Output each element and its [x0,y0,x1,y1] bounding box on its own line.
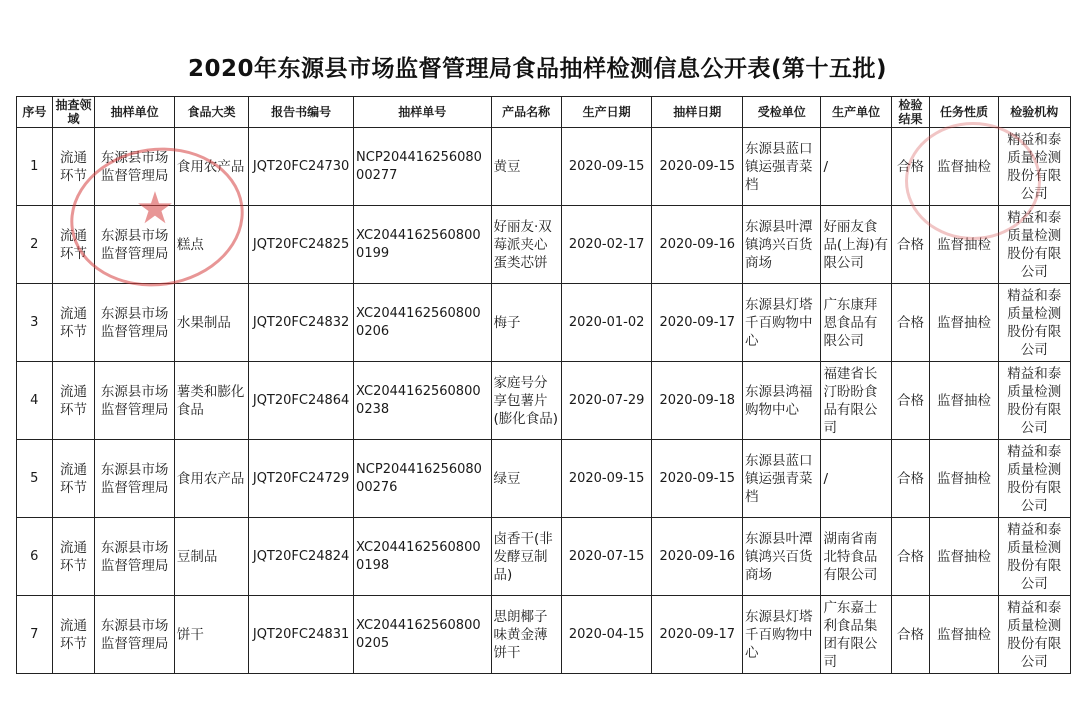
cell-inspected-unit: 东源县叶潭镇鸿兴百货商场 [743,518,821,596]
cell-sample-no: XC20441625608000238 [354,362,491,440]
cell-sampling-date: 2020-09-18 [652,362,743,440]
header-task-type: 任务性质 [930,97,998,128]
cell-production-date: 2020-01-02 [561,284,652,362]
cell-inspected-unit: 东源县蓝口镇运强青菜档 [743,128,821,206]
cell-domain: 流通环节 [52,518,95,596]
cell-product-name: 黄豆 [491,128,561,206]
cell-product-name: 绿豆 [491,440,561,518]
cell-index: 7 [17,596,53,674]
cell-sampling-date: 2020-09-15 [652,128,743,206]
header-lab: 检验机构 [998,97,1070,128]
cell-production-date: 2020-04-15 [561,596,652,674]
cell-food-category: 食用农产品 [174,128,248,206]
cell-result: 合格 [891,440,930,518]
cell-task-type: 监督抽检 [930,596,998,674]
header-index: 序号 [17,97,53,128]
cell-sampling-date: 2020-09-16 [652,206,743,284]
cell-food-category: 水果制品 [174,284,248,362]
cell-sampling-unit: 东源县市场监督管理局 [95,206,174,284]
cell-sample-no: XC20441625608000206 [354,284,491,362]
cell-result: 合格 [891,128,930,206]
cell-result: 合格 [891,206,930,284]
cell-lab: 精益和泰质量检测股份有限公司 [998,596,1070,674]
header-sampling-unit: 抽样单位 [95,97,174,128]
header-food-category: 食品大类 [174,97,248,128]
cell-lab: 精益和泰质量检测股份有限公司 [998,284,1070,362]
table-row [17,440,1071,518]
cell-food-category: 豆制品 [174,518,248,596]
cell-product-name: 梅子 [491,284,561,362]
cell-manufacturer: 好丽友食品(上海)有限公司 [821,206,891,284]
cell-index: 4 [17,362,53,440]
cell-sample-no: NCP20441625608000277 [354,128,491,206]
cell-report-no: JQT20FC24864 [249,362,354,440]
page-title: 2020年东源县市场监督管理局食品抽样检测信息公开表(第十五批) [187,56,888,82]
cell-report-no: JQT20FC24831 [249,596,354,674]
cell-sampling-unit: 东源县市场监督管理局 [95,518,174,596]
cell-production-date: 2020-07-15 [561,518,652,596]
header-report-no: 报告书编号 [249,97,354,128]
cell-index: 2 [17,206,53,284]
cell-sample-no: NCP20441625608000276 [354,440,491,518]
table-row [17,206,1071,284]
table-body [17,128,1071,674]
cell-sampling-date: 2020-09-15 [652,440,743,518]
cell-report-no: JQT20FC24832 [249,284,354,362]
cell-result: 合格 [891,362,930,440]
cell-domain: 流通环节 [52,362,95,440]
cell-sampling-date: 2020-09-16 [652,518,743,596]
cell-lab: 精益和泰质量检测股份有限公司 [998,362,1070,440]
cell-sampling-unit: 东源县市场监督管理局 [95,284,174,362]
seal-star-icon: ★ [135,183,175,234]
table-row [17,128,1071,206]
table-row [17,596,1071,674]
cell-sample-no: XC20441625608000205 [354,596,491,674]
cell-food-category: 糕点 [174,206,248,284]
cell-task-type: 监督抽检 [930,284,998,362]
header-sample-no: 抽样单号 [354,97,491,128]
cell-sampling-unit: 东源县市场监督管理局 [95,440,174,518]
cell-report-no: JQT20FC24824 [249,518,354,596]
inspection-table [16,96,1071,674]
header-manufacturer: 生产单位 [821,97,891,128]
cell-lab: 精益和泰质量检测股份有限公司 [998,128,1070,206]
cell-production-date: 2020-07-29 [561,362,652,440]
cell-domain: 流通环节 [52,128,95,206]
cell-production-date: 2020-09-15 [561,440,652,518]
cell-sampling-unit: 东源县市场监督管理局 [95,362,174,440]
cell-index: 5 [17,440,53,518]
table-row [17,284,1071,362]
cell-index: 1 [17,128,53,206]
cell-manufacturer: / [821,128,891,206]
cell-inspected-unit: 东源县鸿福购物中心 [743,362,821,440]
header-product-name: 产品名称 [491,97,561,128]
cell-lab: 精益和泰质量检测股份有限公司 [998,518,1070,596]
header-row [17,97,1071,128]
cell-manufacturer: 福建省长汀盼盼食品有限公司 [821,362,891,440]
cell-report-no: JQT20FC24730 [249,128,354,206]
cell-domain: 流通环节 [52,206,95,284]
cell-inspected-unit: 东源县叶潭镇鸿兴百货商场 [743,206,821,284]
cell-result: 合格 [891,518,930,596]
cell-food-category: 饼干 [174,596,248,674]
cell-sample-no: XC20441625608000199 [354,206,491,284]
cell-product-name: 好丽友·双莓派夹心蛋类芯饼 [491,206,561,284]
cell-sample-no: XC20441625608000198 [354,518,491,596]
header-domain: 抽查领域 [52,97,95,128]
cell-food-category: 薯类和膨化食品 [174,362,248,440]
cell-result: 合格 [891,284,930,362]
cell-production-date: 2020-09-15 [561,128,652,206]
cell-task-type: 监督抽检 [930,518,998,596]
cell-task-type: 监督抽检 [930,128,998,206]
cell-lab: 精益和泰质量检测股份有限公司 [998,440,1070,518]
header-sampling-date: 抽样日期 [652,97,743,128]
cell-manufacturer: 湖南省南北特食品有限公司 [821,518,891,596]
cell-task-type: 监督抽检 [930,206,998,284]
table-row [17,362,1071,440]
header-production-date: 生产日期 [561,97,652,128]
cell-manufacturer: 广东康拜恩食品有限公司 [821,284,891,362]
cell-index: 6 [17,518,53,596]
cell-inspected-unit: 东源县蓝口镇运强青菜档 [743,440,821,518]
cell-inspected-unit: 东源县灯塔千百购物中心 [743,284,821,362]
table-header [17,97,1071,128]
cell-sampling-date: 2020-09-17 [652,284,743,362]
cell-sampling-date: 2020-09-17 [652,596,743,674]
cell-lab: 精益和泰质量检测股份有限公司 [998,206,1070,284]
cell-manufacturer: / [821,440,891,518]
cell-report-no: JQT20FC24729 [249,440,354,518]
cell-domain: 流通环节 [52,284,95,362]
cell-food-category: 食用农产品 [174,440,248,518]
cell-inspected-unit: 东源县灯塔千百购物中心 [743,596,821,674]
cell-task-type: 监督抽检 [930,362,998,440]
table-row [17,518,1071,596]
cell-result: 合格 [891,596,930,674]
cell-sampling-unit: 东源县市场监督管理局 [95,128,174,206]
cell-domain: 流通环节 [52,440,95,518]
cell-domain: 流通环节 [52,596,95,674]
cell-task-type: 监督抽检 [930,440,998,518]
cell-product-name: 思朗椰子味黄金薄饼干 [491,596,561,674]
header-inspected-unit: 受检单位 [743,97,821,128]
cell-manufacturer: 广东嘉士利食品集团有限公司 [821,596,891,674]
cell-product-name: 家庭号分享包薯片(膨化食品) [491,362,561,440]
cell-index: 3 [17,284,53,362]
header-result: 检验结果 [891,97,930,128]
cell-product-name: 卤香干(非发酵豆制品) [491,518,561,596]
cell-production-date: 2020-02-17 [561,206,652,284]
cell-report-no: JQT20FC24825 [249,206,354,284]
cell-sampling-unit: 东源县市场监督管理局 [95,596,174,674]
